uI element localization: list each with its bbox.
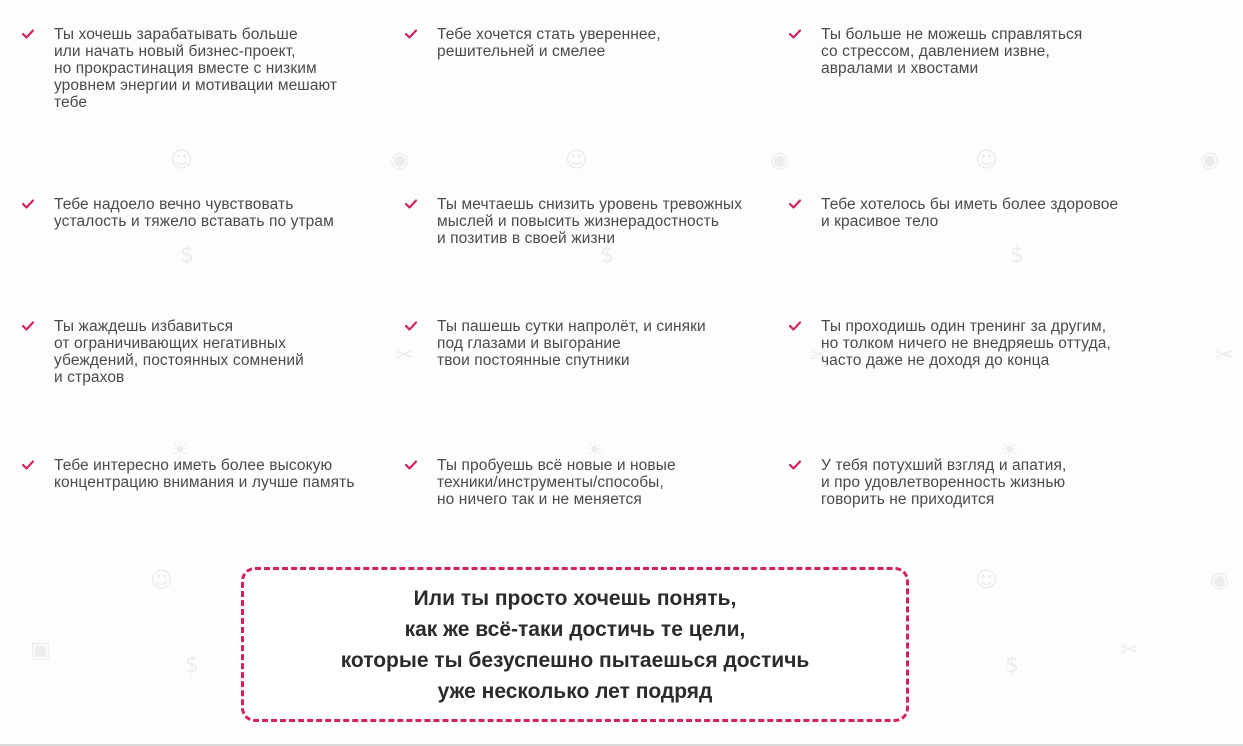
- list-item: [21, 318, 361, 386]
- list-item: [788, 457, 1128, 508]
- list-item-text: Ты мечтаешь снизить уровень тревожных мыслей и повысить жизнерадостность и позитив в своей жизни: [437, 196, 743, 247]
- list-item-text: Тебе хотелось бы иметь более здоровое и красивое тело: [821, 196, 1119, 230]
- list-item: [404, 457, 744, 508]
- list-item-text: Тебе хочется стать увереннее, решительней и смелее: [437, 26, 661, 60]
- check-icon: [21, 458, 35, 472]
- list-item-text: У тебя потухший взгляд и апатия, и про удовлетворенность жизнью говорить не приходится: [821, 457, 1067, 508]
- check-icon: [21, 27, 35, 41]
- check-icon: [404, 319, 418, 333]
- check-icon: [404, 458, 418, 472]
- list-item-text: Тебе интересно иметь более высокую концентрацию внимания и лучше память: [54, 457, 355, 491]
- check-icon: [788, 27, 802, 41]
- list-item: [788, 26, 1128, 77]
- list-item: [788, 318, 1128, 369]
- list-item-text: Ты хочешь зарабатывать больше или начать новый бизнес-проект, но прокрастинация вместе с низким уровнем энергии и мотивации мешают тебе: [54, 26, 338, 111]
- check-icon: [788, 458, 802, 472]
- check-icon: [404, 27, 418, 41]
- check-icon: [21, 319, 35, 333]
- list-item: [21, 457, 361, 491]
- list-item-text: Ты пашешь сутки напролёт, и синяки под глазами и выгорание твои постоянные спутники: [437, 318, 706, 369]
- list-item: [404, 26, 744, 60]
- list-item: [21, 196, 361, 230]
- list-item-text: Ты проходишь один тренинг за другим, но толком ничего не внедряешь оттуда, часто даже не доходя до конца: [821, 318, 1111, 369]
- list-item-text: Ты жаждешь избавиться от ограничивающих негативных убеждений, постоянных сомнений и страхов: [54, 318, 304, 386]
- list-item-text: Ты пробуешь всё новые и новые техники/инструменты/способы, но ничего так и не меняется: [437, 457, 676, 508]
- highlight-callout: [241, 567, 909, 722]
- list-item: [404, 318, 744, 369]
- background-pattern: ☺ ◉ ☺ ◉ ☺ ◉ $ $ $ ✂ ✂ ✂ ☀ ☀ ☀ ☺ ☺ ◉ $ $ ▣ ✂: [30, 148, 1234, 678]
- check-icon: [788, 319, 802, 333]
- list-item: [404, 196, 744, 247]
- check-icon: [788, 197, 802, 211]
- highlight-text: Или ты просто хочешь понять, как же всё-таки достичь те цели, которые ты безуспешно пытаешься достичь уже несколько лет подряд: [340, 586, 810, 703]
- list-item: [21, 26, 361, 111]
- list-item-text: Ты больше не можешь справляться со стрессом, давлением извне, авралами и хвостами: [821, 26, 1083, 77]
- check-icon: [404, 197, 418, 211]
- list-item: [788, 196, 1128, 230]
- check-icon: [21, 197, 35, 211]
- list-item-text: Тебе надоело вечно чувствовать усталость и тяжело вставать по утрам: [54, 196, 334, 230]
